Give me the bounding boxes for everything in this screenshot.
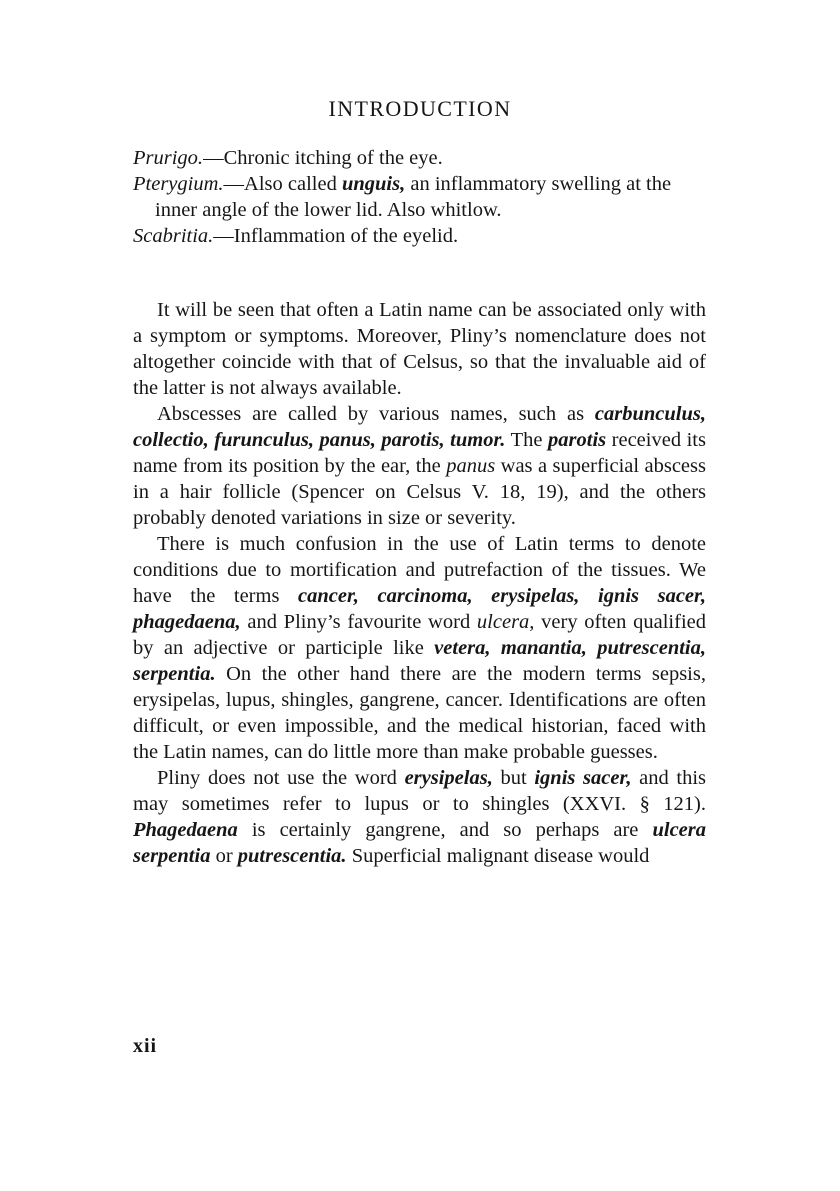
text-run: Abscesses are called by various names, such as: [157, 403, 595, 425]
term: Pterygium.: [133, 173, 224, 195]
text-run: very often qualified by an adjective or participle like: [133, 611, 706, 659]
text-run: and Pliny’s favourite word: [240, 611, 477, 633]
text-run: received its name from its position by the ear, the: [133, 429, 706, 477]
running-header: INTRODUCTION: [328, 96, 512, 121]
definitions-list: [133, 145, 706, 249]
term-synonym: unguis,: [341, 173, 406, 195]
latin-term: erysipelas,: [404, 767, 493, 789]
text-run: Pliny does not use the word: [157, 767, 405, 789]
latin-terms: vetera, manantia, putrescentia, serpentia.: [133, 637, 706, 685]
paragraph-erysipelas: [133, 765, 706, 869]
latin-term: putrescentia.: [237, 845, 347, 867]
paragraph-mortification: [133, 531, 706, 765]
text-run: On the other hand there are the modern terms sepsis, erysipelas, lupus, shingles, gangrene, cancer. Identifications are often difficult, or even impossible, and the medical historian, faced with the Latin names, can do little more than make probable guesses.: [133, 663, 706, 763]
definition-text: —Also called: [223, 173, 342, 195]
text-run: is certainly gangrene, and so perhaps are: [237, 819, 653, 841]
definition-scabritia: [133, 223, 706, 249]
latin-term: ignis sacer,: [534, 767, 632, 789]
definition-pterygium: [133, 171, 706, 223]
text-run: The: [505, 429, 549, 451]
text-run: Superficial malignant disease would: [346, 845, 650, 867]
definition-text: —Inflammation of the eyelid.: [213, 225, 459, 247]
body-text: [133, 297, 706, 869]
text-run: and this may sometimes refer to lupus or to shingles (XXVI. § 121).: [133, 767, 707, 815]
text-run: but: [492, 767, 535, 789]
definition-text: —Chronic itching of the eye.: [203, 147, 443, 169]
paragraph-latin-names: It will be seen that often a Latin name can be associated only with a symptom or symptoms. Moreover, Pliny’s nomenclature does not altogether coincide with that of Celsus, so that the invaluable aid of the latter is not always available.: [133, 299, 706, 399]
definition-text: an inflammatory swelling at the inner angle of the lower lid. Also whitlow.: [155, 173, 672, 221]
definition-prurigo: [133, 145, 706, 171]
term: Prurigo.: [133, 147, 204, 169]
page-number: xii: [133, 1035, 158, 1057]
term: Scabritia.: [133, 225, 214, 247]
latin-term: parotis: [548, 429, 607, 451]
text-run: or: [210, 845, 238, 867]
latin-terms: cancer, carcinoma, erysipelas, ignis sacer, phagedaena,: [133, 585, 706, 633]
latin-term: panus: [446, 455, 496, 477]
text-run: was a superficial abscess in a hair follicle (Spencer on Celsus V. 18, 19), and the others probably denoted variations in size or severity.: [133, 455, 706, 529]
text-run: There is much confusion in the use of Latin terms to denote conditions due to mortification and putrefaction of the tissues. We have the terms: [133, 533, 706, 607]
latin-term: Phagedaena: [133, 819, 238, 841]
latin-term: ulcera,: [476, 611, 535, 633]
latin-terms: carbunculus, collectio, furunculus, panus, parotis, tumor.: [133, 403, 706, 451]
paragraph-abscesses: [133, 401, 706, 531]
latin-term: ulcera serpentia: [133, 819, 706, 867]
